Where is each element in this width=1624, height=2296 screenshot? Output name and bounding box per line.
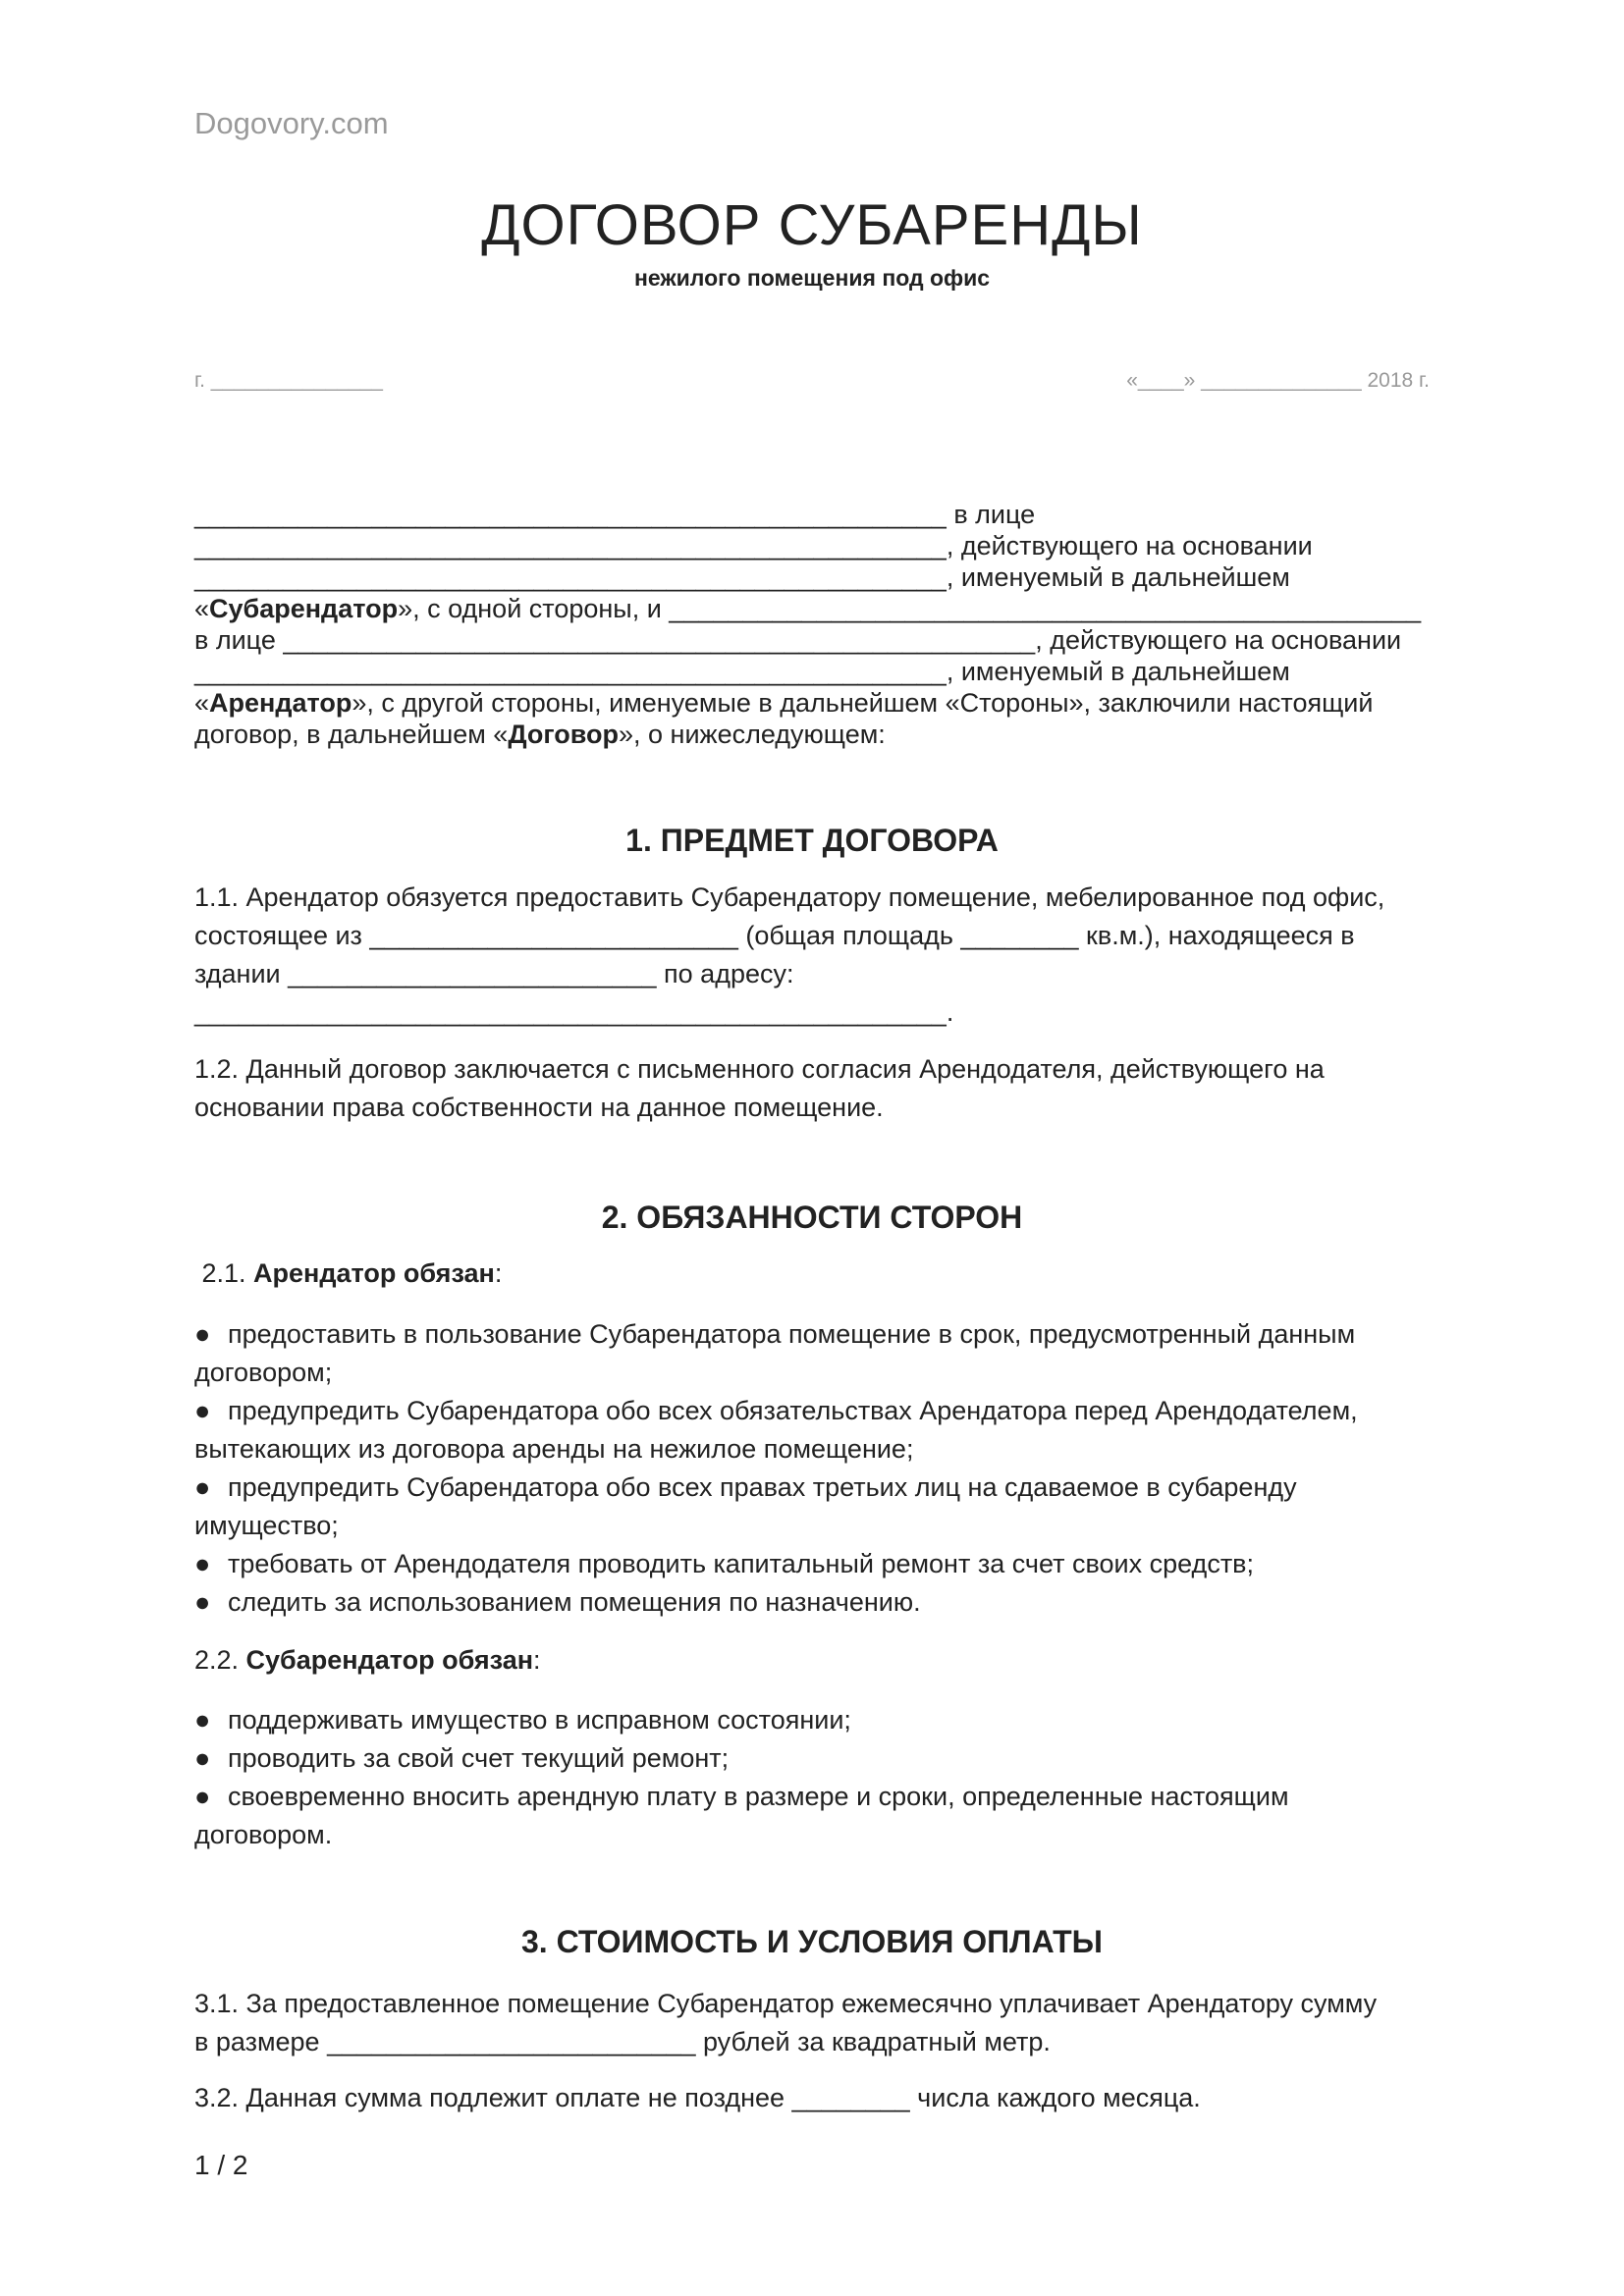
list-item: договором.	[194, 1820, 333, 1849]
preamble-line: «Субарендатор», с одной стороны, и ___________________________________________________	[194, 594, 1422, 623]
date-field: «____» ______________ 2018 г.	[1126, 369, 1430, 392]
bullet-icon: ●	[194, 1396, 211, 1425]
clause-1-1: 1.1. Арендатор обязуется предоставить Субарендатору помещение, мебелированное под офис, состоящее из _________________________ (общая площадь ________ кв.м.), находящееся в здании _________________________ по адресу: ___________________________________________________.	[194, 882, 1385, 1027]
bullet-icon: ●	[194, 1472, 211, 1502]
document-subtitle: нежилого помещения под офис	[633, 265, 991, 291]
preamble-line: «Арендатор», с другой стороны, именуемые в дальнейшем «Стороны», заключили настоящий	[194, 688, 1374, 718]
preamble	[194, 499, 1441, 750]
clause-2-2-title: 2.2. Субарендатор обязан:	[194, 1645, 541, 1675]
preamble-line: ___________________________________________________, именуемый в дальнейшем	[194, 657, 1290, 686]
tenant-duties-list	[194, 1315, 1441, 1622]
preamble-line: ___________________________________________________, действующего на основании	[194, 531, 1313, 561]
document-title: ДОГОВОР СУБАРЕНДЫ	[481, 193, 1143, 257]
list-item: ● предоставить в пользование Субарендатора помещение в срок, предусмотренный данным	[194, 1315, 1441, 1354]
preamble-line: договор, в дальнейшем «Договор», о нижеследующем:	[194, 720, 886, 749]
preamble-line: ___________________________________________________, именуемый в дальнейшем	[194, 562, 1290, 592]
bullet-icon: ●	[194, 1782, 211, 1811]
site-brand: Dogovory.com	[194, 106, 389, 140]
list-item: имущество;	[194, 1511, 339, 1540]
list-item: ● требовать от Арендодателя проводить капитальный ремонт за счет своих средств;	[194, 1545, 1441, 1583]
section-1-heading: 1. ПРЕДМЕТ ДОГОВОРА	[625, 823, 999, 858]
bullet-icon: ●	[194, 1587, 211, 1617]
list-item: ● поддерживать имущество в исправном состоянии;	[194, 1701, 1441, 1739]
bullet-icon: ●	[194, 1743, 211, 1773]
preamble-line: ___________________________________________________ в лице	[194, 500, 1036, 529]
bullet-icon: ●	[194, 1319, 211, 1349]
list-item: ● предупредить Субарендатора обо всех правах третьих лиц на сдаваемое в субаренду	[194, 1468, 1441, 1507]
preamble-line: в лице ___________________________________________________, действующего на основании	[194, 625, 1402, 655]
list-item: ● предупредить Субарендатора обо всех обязательствах Арендатора перед Арендодателем,	[194, 1392, 1441, 1430]
list-item: вытекающих из договора аренды на нежилое помещение;	[194, 1434, 914, 1464]
clause-2-1-title: 2.1. Арендатор обязан:	[194, 1258, 503, 1288]
clause-3-2: 3.2. Данная сумма подлежит оплате не позднее ________ числа каждого месяца.	[194, 2083, 1201, 2112]
list-item: ● своевременно вносить арендную плату в размере и сроки, определенные настоящим	[194, 1778, 1441, 1816]
city-field: г. _______________	[194, 369, 383, 392]
page-number: 1 / 2	[194, 2150, 248, 2180]
section-3-heading: 3. СТОИМОСТЬ И УСЛОВИЯ ОПЛАТЫ	[520, 1924, 1103, 1959]
list-item: ● следить за использованием помещения по назначению.	[194, 1583, 1441, 1622]
bullet-icon: ●	[194, 1549, 211, 1578]
bullet-icon: ●	[194, 1705, 211, 1735]
list-item: договором;	[194, 1358, 333, 1387]
list-item: ● проводить за свой счет текущий ремонт;	[194, 1739, 1441, 1778]
subtenant-duties-list	[194, 1701, 1441, 1854]
clause-3-1: 3.1. За предоставленное помещение Субарендатор ежемесячно уплачивает Арендатору сумму в размере _________________________ рублей за квадратный метр.	[194, 1989, 1378, 2056]
clause-1-2: 1.2. Данный договор заключается с письменного согласия Арендодателя, действующего на основании права собственности на данное помещение.	[194, 1054, 1325, 1122]
section-2-heading: 2. ОБЯЗАННОСТИ СТОРОН	[601, 1200, 1023, 1235]
